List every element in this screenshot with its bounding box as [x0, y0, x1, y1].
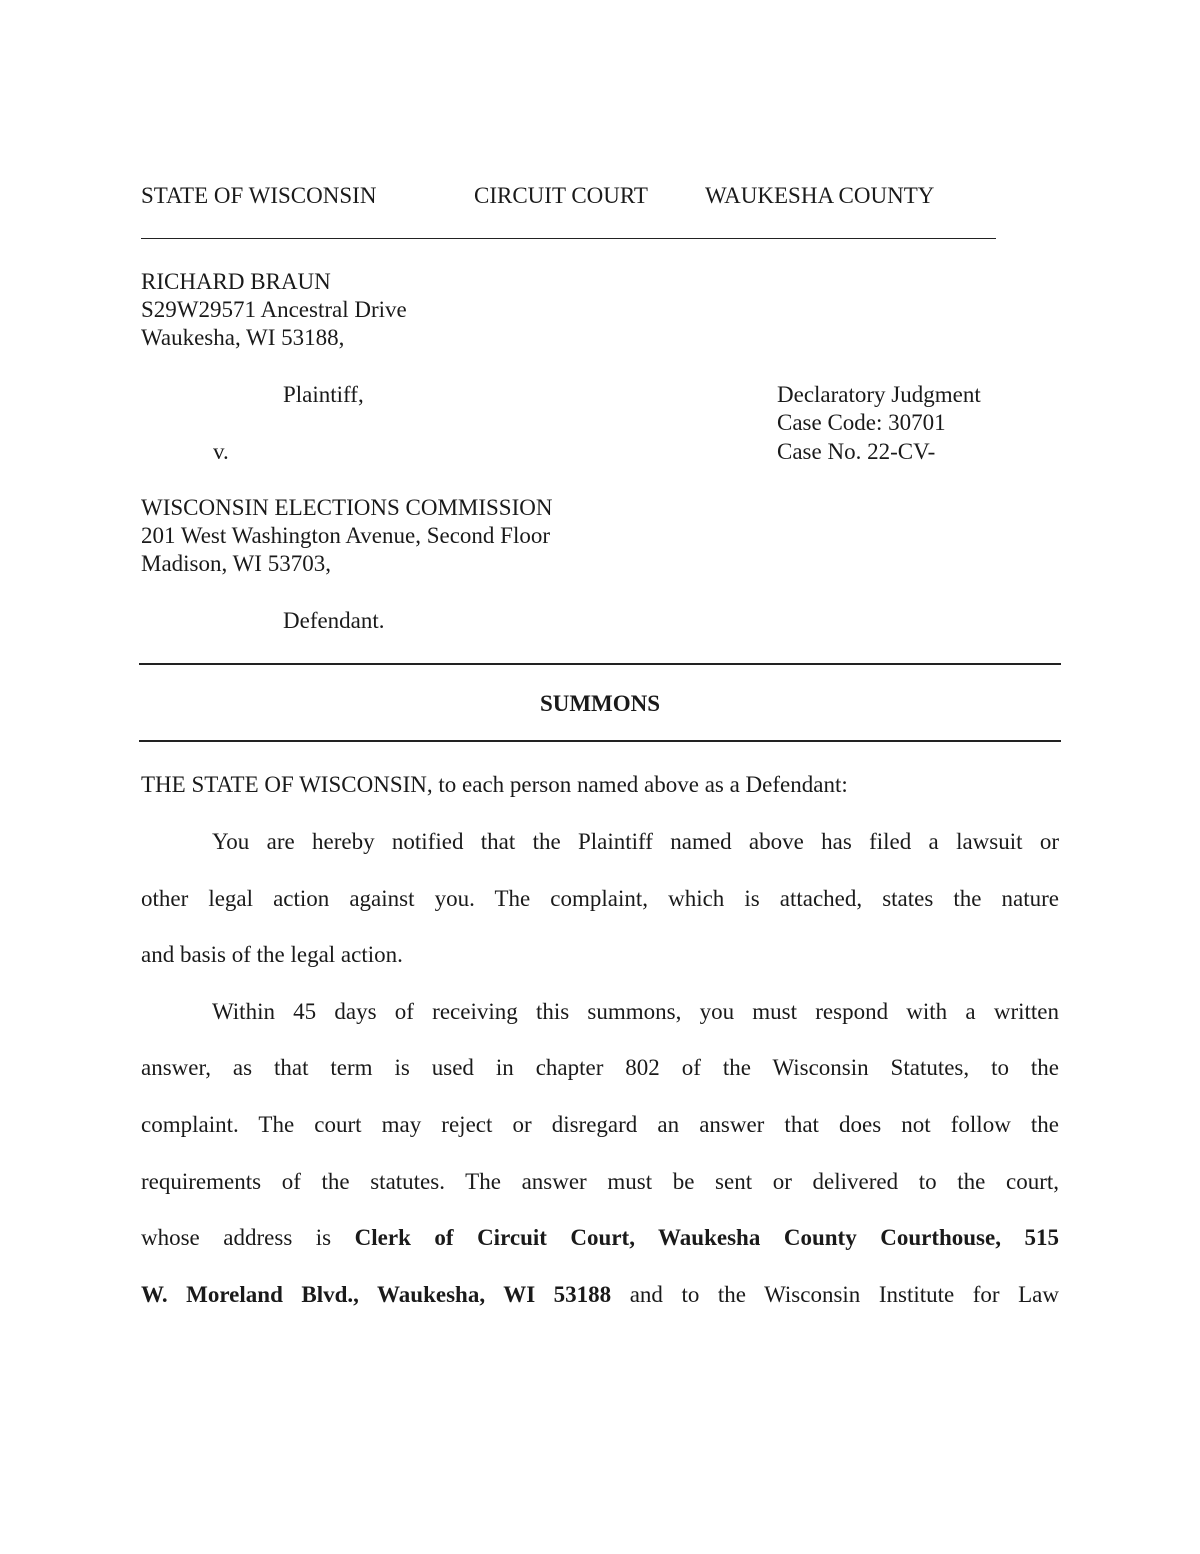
- address-intro: whose address is: [141, 1225, 355, 1250]
- case-code: Case Code: 30701: [777, 410, 946, 435]
- paragraph-1-line: and basis of the legal action.: [141, 942, 403, 967]
- paragraph-2-line: requirements of the statutes. The answer must be sent or delivered to the court,: [141, 1169, 1059, 1194]
- header-state: STATE OF WISCONSIN: [141, 183, 377, 208]
- paragraph-1-line: You are hereby notified that the Plaintiff named above has filed a lawsuit or: [212, 829, 1059, 854]
- defendant-address-1: 201 West Washington Avenue, Second Floor: [141, 523, 550, 548]
- paragraph-2-line: Within 45 days of receiving this summons, you must respond with a written: [212, 999, 1059, 1024]
- title-rule-top: [139, 663, 1061, 665]
- plaintiff-role: Plaintiff,: [283, 382, 364, 407]
- header-rule: [141, 238, 996, 239]
- paragraph-2-line: [141, 1283, 1059, 1306]
- court-address-bold: Clerk of Circuit Court, Waukesha County Courthouse, 515: [354, 1225, 1059, 1250]
- paragraph-1-line: other legal action against you. The complaint, which is attached, states the nature: [141, 886, 1059, 911]
- court-address-bold-cont: W. Moreland Blvd., Waukesha, WI 53188: [141, 1282, 612, 1307]
- plaintiff-address-2: Waukesha, WI 53188,: [141, 325, 345, 350]
- defendant-name: WISCONSIN ELECTIONS COMMISSION: [141, 495, 553, 520]
- address-continuation: and to the Wisconsin Institute for Law: [611, 1282, 1059, 1307]
- title-rule-bottom: [139, 740, 1061, 742]
- paragraph-2-line: [141, 1226, 1059, 1249]
- plaintiff-address-1: S29W29571 Ancestral Drive: [141, 297, 407, 322]
- plaintiff-name: RICHARD BRAUN: [141, 269, 331, 294]
- document-title: SUMMONS: [539, 691, 661, 716]
- defendant-role: Defendant.: [283, 608, 385, 633]
- header-court: CIRCUIT COURT: [474, 183, 648, 208]
- case-number: Case No. 22-CV-: [777, 439, 936, 464]
- header-county: WAUKESHA COUNTY: [705, 183, 935, 208]
- paragraph-2-line: complaint. The court may reject or disregard an answer that does not follow the: [141, 1112, 1059, 1137]
- defendant-address-2: Madison, WI 53703,: [141, 551, 331, 576]
- case-type: Declaratory Judgment: [777, 382, 981, 407]
- versus: v.: [213, 439, 229, 464]
- address-line: THE STATE OF WISCONSIN, to each person named above as a Defendant:: [141, 772, 848, 797]
- paragraph-2-line: answer, as that term is used in chapter 802 of the Wisconsin Statutes, to the: [141, 1055, 1059, 1080]
